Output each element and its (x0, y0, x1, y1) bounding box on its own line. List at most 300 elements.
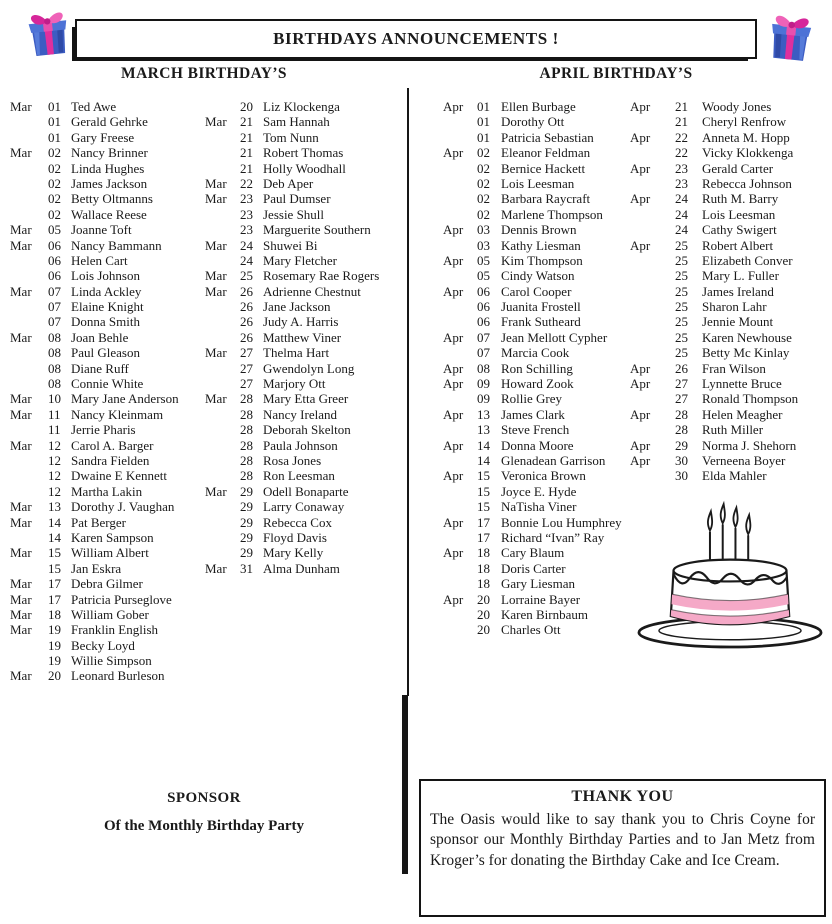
month-label (205, 314, 240, 329)
day-label: 09 (477, 391, 490, 407)
person-name: Fran Wilson (702, 360, 766, 376)
person-name: Larry Conaway (263, 499, 345, 515)
day-label: 02 (477, 191, 490, 207)
person-name: Lynnette Bruce (702, 376, 782, 392)
day-label: 25 (240, 268, 253, 284)
birthday-row (630, 284, 830, 299)
birthday-row (10, 207, 204, 222)
month-label: Mar (10, 545, 32, 561)
month-label (205, 453, 240, 468)
column-divider-bar (402, 695, 408, 874)
month-label (205, 515, 240, 530)
month-label (10, 268, 48, 283)
birthday-row (443, 422, 625, 437)
month-label: Mar (10, 606, 32, 622)
person-name: Matthew Viner (263, 329, 342, 345)
month-label: Apr (443, 329, 464, 345)
day-label: 24 (240, 252, 253, 268)
birthday-row (443, 161, 625, 176)
person-name: Ellen Burbage (501, 99, 576, 114)
month-label (443, 114, 477, 129)
month-label: Apr (630, 437, 651, 453)
day-label: 19 (48, 622, 61, 638)
april-birthday-list-col2 (630, 99, 830, 484)
person-name: Gwendolyn Long (263, 360, 355, 376)
person-name: Martha Lakin (71, 483, 143, 499)
month-label (205, 330, 240, 345)
person-name: Elaine Knight (71, 299, 144, 315)
day-label: 13 (477, 406, 490, 422)
person-name: Tom Nunn (263, 129, 319, 145)
month-label (443, 299, 477, 314)
month-label: Apr (443, 468, 464, 484)
birthday-row (10, 668, 204, 683)
birthday-row (630, 468, 830, 483)
birthday-row (443, 114, 625, 129)
birthday-row (443, 468, 625, 483)
person-name: Frank Sutheard (501, 314, 581, 330)
birthday-row (205, 161, 405, 176)
day-label: 06 (48, 252, 61, 268)
day-label: 02 (477, 206, 490, 222)
person-name: Paul Gleason (71, 345, 140, 361)
person-name: Jane Jackson (263, 299, 331, 315)
birthday-row (443, 99, 625, 114)
person-name: Adrienne Chestnut (263, 283, 361, 299)
birthday-row (630, 299, 830, 314)
month-label (10, 114, 48, 129)
day-label: 25 (675, 283, 688, 299)
birthday-row (630, 330, 830, 345)
person-name: Juanita Frostell (501, 299, 581, 315)
month-label (630, 391, 675, 406)
day-label: 02 (48, 175, 61, 191)
person-name: Lois Johnson (71, 268, 140, 284)
person-name: Ruth Miller (702, 422, 764, 438)
day-label: 22 (240, 175, 253, 191)
month-label (10, 422, 48, 437)
birthday-row (443, 330, 625, 345)
day-label: 17 (48, 591, 61, 607)
month-label (10, 299, 48, 314)
person-name: Mary Kelly (263, 545, 324, 561)
day-label: 26 (240, 329, 253, 345)
person-name: Patricia Purseglove (71, 591, 172, 607)
person-name: Veronica Brown (501, 468, 586, 484)
birthday-row (205, 407, 405, 422)
birthday-row (443, 576, 625, 591)
day-label: 08 (48, 360, 61, 376)
person-name: Rebecca Johnson (702, 175, 792, 191)
birthday-row (443, 515, 625, 530)
birthday-row (10, 545, 204, 560)
person-name: Holly Woodhall (263, 160, 346, 176)
person-name: Nancy Brinner (71, 145, 148, 161)
month-label: Mar (10, 237, 32, 253)
month-label (630, 345, 675, 360)
day-label: 06 (477, 314, 490, 330)
birthday-row (205, 99, 405, 114)
month-label: Apr (630, 99, 651, 114)
day-label: 06 (477, 299, 490, 315)
month-label: Apr (443, 252, 464, 268)
person-name: Rosemary Rae Rogers (263, 268, 380, 284)
day-label: 12 (48, 452, 61, 468)
person-name: Norma J. Shehorn (702, 437, 797, 453)
day-label: 21 (240, 145, 253, 161)
person-name: Mary Jane Anderson (71, 391, 179, 407)
month-label: Apr (630, 376, 651, 392)
birthday-row (630, 207, 830, 222)
birthday-row (443, 191, 625, 206)
march-heading: MARCH BIRTHDAY’S (121, 65, 287, 82)
person-name: Barbara Raycraft (501, 191, 591, 207)
birthday-row (205, 284, 405, 299)
month-label (205, 253, 240, 268)
day-label: 06 (48, 237, 61, 253)
month-label: Mar (10, 437, 32, 453)
person-name: Dorothy J. Vaughan (71, 499, 175, 515)
month-label: Mar (205, 175, 227, 191)
month-label: Mar (10, 576, 32, 592)
birthday-row (205, 314, 405, 329)
month-label (10, 176, 48, 191)
birthday-row (630, 422, 830, 437)
person-name: Doris Carter (501, 560, 566, 576)
day-label: 06 (477, 283, 490, 299)
birthday-row (205, 207, 405, 222)
day-label: 15 (48, 545, 61, 561)
day-label: 20 (240, 99, 253, 114)
person-name: Elizabeth Conver (702, 252, 793, 268)
birthday-row (630, 453, 830, 468)
person-name: Ron Leesman (263, 468, 335, 484)
person-name: Donna Moore (501, 437, 574, 453)
day-label: 03 (477, 222, 490, 238)
day-label: 07 (477, 345, 490, 361)
day-label: 17 (477, 514, 490, 530)
birthday-row (630, 114, 830, 129)
month-label: Apr (443, 406, 464, 422)
day-label: 01 (48, 129, 61, 145)
birthday-row (205, 176, 405, 191)
birthday-row (205, 530, 405, 545)
person-name: William Albert (71, 545, 149, 561)
month-label: Mar (205, 191, 227, 207)
month-label: Apr (443, 360, 464, 376)
day-label: 07 (477, 329, 490, 345)
person-name: Lois Leesman (501, 175, 575, 191)
birthday-row (443, 361, 625, 376)
birthday-row (443, 253, 625, 268)
person-name: Joyce E. Hyde (501, 483, 577, 499)
month-label (443, 622, 477, 637)
month-label: Mar (10, 622, 32, 638)
month-label: Mar (10, 283, 32, 299)
birthday-row (10, 345, 204, 360)
person-name: Kathy Liesman (501, 237, 581, 253)
person-name: James Jackson (71, 175, 148, 191)
day-label: 15 (48, 560, 61, 576)
month-label (10, 468, 48, 483)
day-label: 29 (240, 483, 253, 499)
day-label: 08 (48, 345, 61, 361)
day-label: 18 (477, 545, 490, 561)
day-label: 12 (48, 468, 61, 484)
month-label: Apr (443, 591, 464, 607)
birthday-row (10, 130, 204, 145)
month-label (443, 561, 477, 576)
birthday-row (630, 314, 830, 329)
month-label (630, 422, 675, 437)
day-label: 25 (675, 329, 688, 345)
month-label: Mar (205, 283, 227, 299)
birthday-row (10, 438, 204, 453)
month-label: Mar (10, 514, 32, 530)
birthday-row (205, 561, 405, 576)
person-name: Vicky Klokkenga (702, 145, 794, 161)
day-label: 18 (477, 560, 490, 576)
day-label: 01 (48, 114, 61, 130)
month-label (630, 268, 675, 283)
month-label: Mar (10, 99, 32, 114)
day-label: 25 (675, 252, 688, 268)
birthday-row (443, 592, 625, 607)
month-label (443, 576, 477, 591)
march-birthday-list-col2 (205, 99, 405, 576)
person-name: Ron Schilling (501, 360, 573, 376)
birthday-row (630, 99, 830, 114)
person-name: Cindy Watson (501, 268, 575, 284)
birthday-row (10, 607, 204, 622)
person-name: Lorraine Bayer (501, 591, 581, 607)
month-label: Apr (443, 437, 464, 453)
birthday-row (630, 391, 830, 406)
day-label: 23 (240, 222, 253, 238)
month-label: Mar (10, 591, 32, 607)
month-label (205, 422, 240, 437)
person-name: Donna Smith (71, 314, 140, 330)
birthday-row (10, 238, 204, 253)
day-label: 30 (675, 452, 688, 468)
birthday-row (10, 484, 204, 499)
birthday-row (443, 622, 625, 637)
day-label: 01 (477, 99, 490, 114)
birthday-row (205, 345, 405, 360)
month-label (443, 484, 477, 499)
person-name: Howard Zook (501, 376, 574, 392)
day-label: 28 (675, 422, 688, 438)
person-name: Joanne Toft (71, 222, 132, 238)
day-label: 14 (48, 514, 61, 530)
day-label: 02 (477, 175, 490, 191)
birthday-row (630, 376, 830, 391)
person-name: Gary Freese (71, 129, 135, 145)
month-label: Apr (630, 191, 651, 207)
month-label (10, 130, 48, 145)
day-label: 13 (48, 499, 61, 515)
month-label: Apr (443, 283, 464, 299)
day-label: 21 (675, 99, 688, 114)
person-name: Judy A. Harris (263, 314, 339, 330)
day-label: 28 (675, 406, 688, 422)
day-label: 25 (675, 237, 688, 253)
month-label (443, 345, 477, 360)
month-label (205, 499, 240, 514)
person-name: Ruth M. Barry (702, 191, 779, 207)
month-label (630, 299, 675, 314)
day-label: 01 (477, 129, 490, 145)
birthday-cake-icon (628, 490, 832, 662)
day-label: 24 (675, 191, 688, 207)
month-label (630, 253, 675, 268)
person-name: Cathy Swigert (702, 222, 777, 238)
month-label (443, 161, 477, 176)
day-label: 09 (477, 376, 490, 392)
day-label: 02 (48, 191, 61, 207)
birthday-row (205, 299, 405, 314)
month-label: Mar (205, 268, 227, 284)
person-name: Thelma Hart (263, 345, 330, 361)
month-label (630, 207, 675, 222)
month-label: Mar (10, 222, 32, 238)
month-label (205, 207, 240, 222)
thank-you-body: The Oasis would like to say thank you to Chris Coyne for sponsor our Monthly Birthday Parties and to Jan Metz from Kroger’s for donating the Birthday Cake and Ice Cream. (430, 811, 815, 869)
birthday-row (10, 284, 204, 299)
day-label: 30 (675, 468, 688, 484)
day-label: 14 (48, 529, 61, 545)
person-name: Anneta M. Hopp (702, 129, 790, 145)
month-label: Mar (10, 406, 32, 422)
birthday-row (205, 515, 405, 530)
day-label: 14 (477, 452, 490, 468)
day-label: 27 (675, 391, 688, 407)
month-label (205, 145, 240, 160)
person-name: Liz Klockenga (263, 99, 340, 114)
month-label: Apr (443, 545, 464, 561)
person-name: Wallace Reese (71, 206, 147, 222)
month-label (443, 191, 477, 206)
march-birthday-list-col1 (10, 99, 204, 684)
birthday-row (630, 361, 830, 376)
person-name: Karen Birnbaum (501, 606, 589, 622)
birthday-row (205, 191, 405, 206)
person-name: Franklin English (71, 622, 159, 638)
person-name: Robert Albert (702, 237, 774, 253)
month-label (10, 561, 48, 576)
birthday-row (630, 253, 830, 268)
title-banner (75, 19, 757, 59)
month-label (443, 607, 477, 622)
month-label: Apr (443, 514, 464, 530)
birthday-row (630, 130, 830, 145)
person-name: Nancy Ireland (263, 406, 337, 422)
person-name: Floyd Davis (263, 529, 327, 545)
person-name: Ronald Thompson (702, 391, 799, 407)
person-name: Cary Blaum (501, 545, 565, 561)
birthday-row (10, 638, 204, 653)
birthday-row (630, 345, 830, 360)
day-label: 23 (240, 191, 253, 207)
month-label (10, 207, 48, 222)
month-label: Apr (630, 406, 651, 422)
birthday-row (205, 545, 405, 560)
person-name: Betty Mc Kinlay (702, 345, 790, 361)
person-name: Sharon Lahr (702, 299, 767, 315)
month-label (10, 453, 48, 468)
person-name: Joan Behle (71, 329, 129, 345)
month-label: Apr (443, 145, 464, 161)
birthday-row (205, 376, 405, 391)
column-divider-line (407, 88, 409, 696)
month-label: Apr (630, 129, 651, 145)
month-label (205, 222, 240, 237)
birthday-row (10, 145, 204, 160)
person-name: Pat Berger (71, 514, 126, 530)
day-label: 13 (477, 422, 490, 438)
birthday-row (10, 191, 204, 206)
month-label (205, 99, 240, 114)
person-name: Marlene Thompson (501, 206, 603, 222)
month-label: Mar (10, 499, 32, 515)
birthday-row (10, 561, 204, 576)
person-name: Ted Awe (71, 99, 117, 114)
day-label: 25 (675, 299, 688, 315)
birthday-row (443, 561, 625, 576)
day-label: 18 (477, 576, 490, 592)
month-label (10, 653, 48, 668)
month-label: Apr (630, 452, 651, 468)
person-name: Dorothy Ott (501, 114, 565, 130)
day-label: 27 (675, 376, 688, 392)
day-label: 12 (48, 437, 61, 453)
day-label: 29 (240, 499, 253, 515)
month-label: Apr (443, 99, 464, 114)
person-name: Sandra Fielden (71, 452, 150, 468)
month-label: Apr (630, 237, 651, 253)
day-label: 25 (675, 268, 688, 284)
day-label: 14 (477, 437, 490, 453)
month-label (443, 453, 477, 468)
day-label: 20 (477, 591, 490, 607)
day-label: 11 (48, 422, 61, 438)
person-name: Helen Meagher (702, 406, 783, 422)
day-label: 29 (240, 529, 253, 545)
month-label: Mar (205, 345, 227, 361)
day-label: 11 (48, 406, 61, 422)
person-name: Bonnie Lou Humphrey (501, 514, 622, 530)
person-name: Marcia Cook (501, 345, 570, 361)
month-label (205, 376, 240, 391)
birthday-row (10, 268, 204, 283)
birthday-row (205, 222, 405, 237)
month-label (443, 422, 477, 437)
day-label: 28 (240, 468, 253, 484)
person-name: Robert Thomas (263, 145, 344, 161)
month-label (205, 161, 240, 176)
day-label: 08 (477, 360, 490, 376)
day-label: 27 (240, 376, 253, 392)
person-name: Patricia Sebastian (501, 129, 594, 145)
birthday-row (10, 592, 204, 607)
day-label: 02 (48, 145, 61, 161)
day-label: 15 (477, 483, 490, 499)
month-label (630, 145, 675, 160)
birthday-row (443, 345, 625, 360)
person-name: Bernice Hackett (501, 160, 586, 176)
birthday-row (205, 468, 405, 483)
birthday-row (443, 407, 625, 422)
